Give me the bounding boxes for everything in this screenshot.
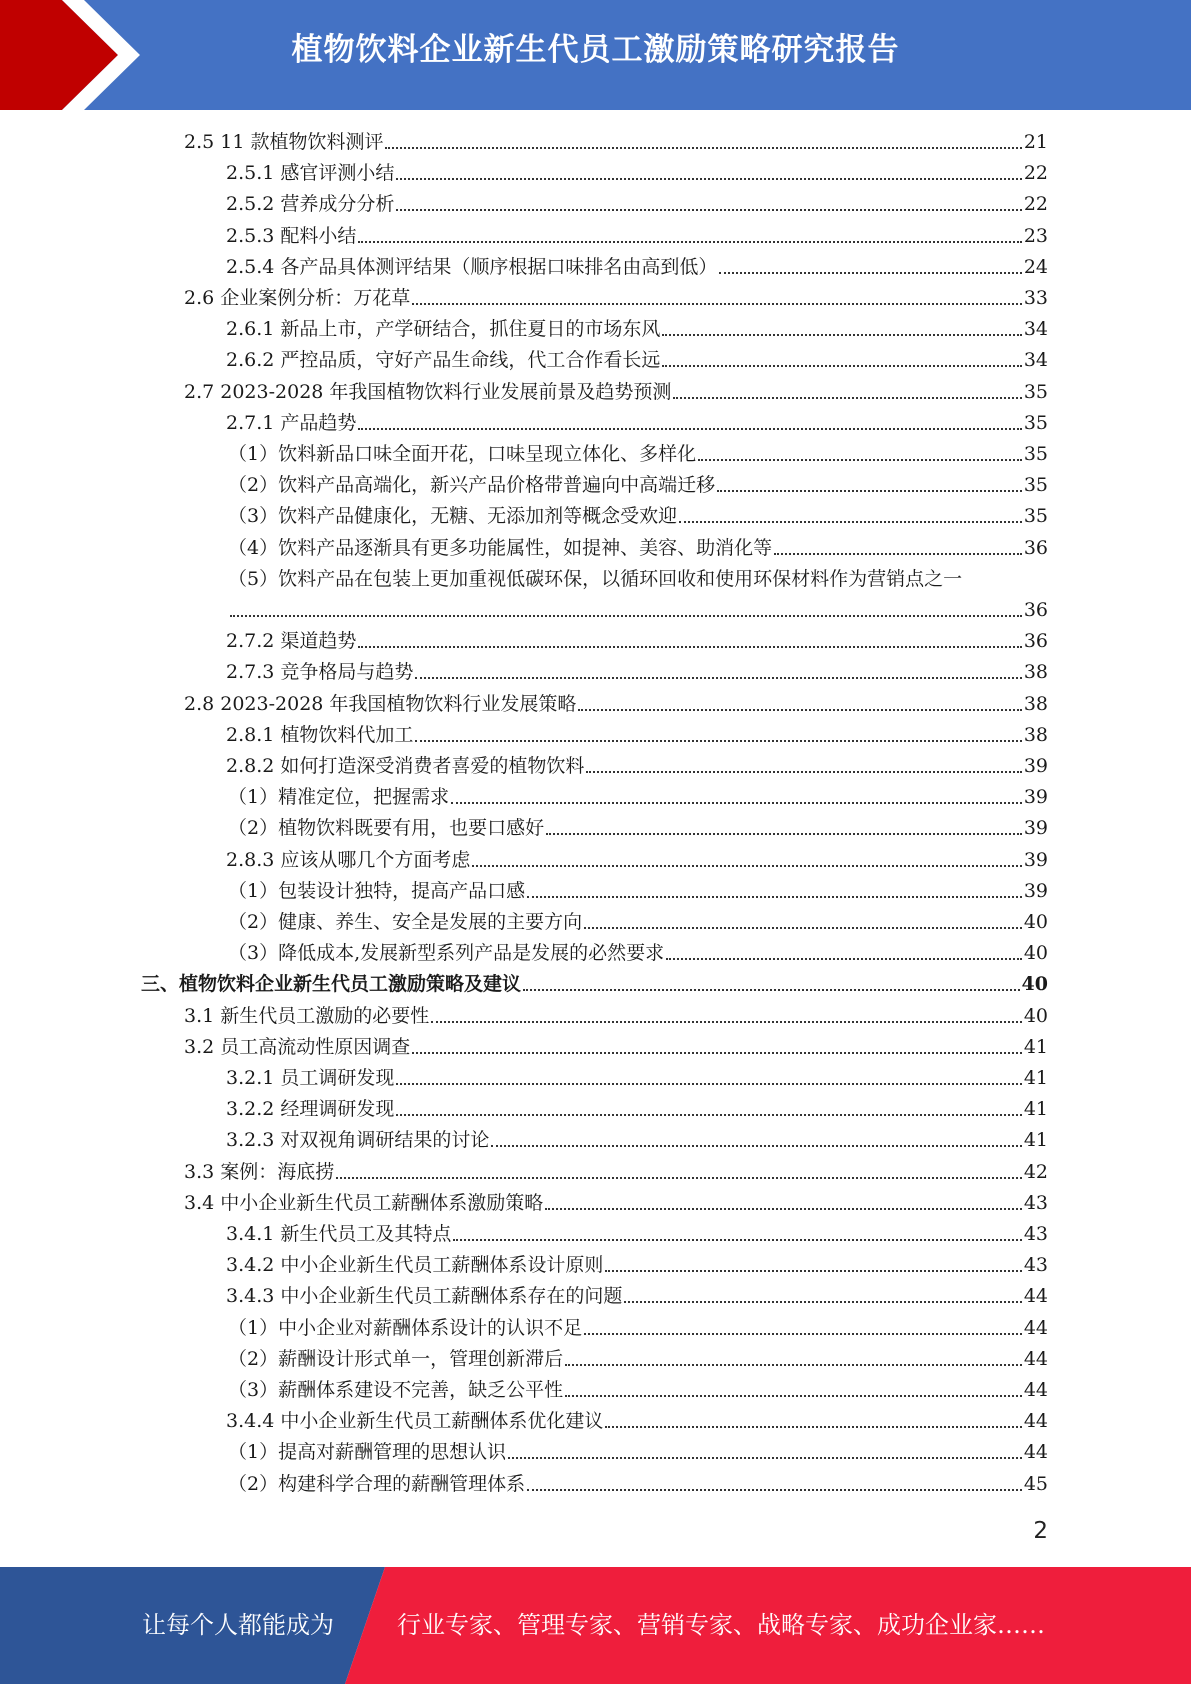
toc-entry[interactable] — [228, 470, 1048, 501]
toc-entry[interactable] — [228, 1469, 1048, 1500]
toc-entry[interactable] — [228, 813, 1048, 844]
toc-dot-leader — [412, 1051, 1022, 1054]
toc-dot-leader — [415, 739, 1021, 742]
toc-entry-page: 34 — [1023, 349, 1048, 372]
toc-dot-leader — [396, 1113, 1021, 1116]
toc-dot-leader — [385, 146, 1021, 149]
toc-dot-leader — [358, 240, 1021, 243]
toc-entry-title: 3.2.3 对双视角调研结果的讨论 — [226, 1129, 490, 1152]
toc-entry-page: 34 — [1023, 318, 1048, 341]
page-header — [0, 0, 1191, 110]
toc-entry-page: 44 — [1023, 1410, 1048, 1433]
toc-entry[interactable] — [226, 252, 1048, 283]
toc-dot-leader — [545, 1207, 1022, 1210]
toc-entry[interactable] — [184, 1001, 1048, 1032]
toc-entry[interactable] — [226, 1406, 1048, 1437]
toc-entry-title: 三、植物饮料企业新生代员工激励策略及建议 — [141, 973, 522, 996]
toc-dot-leader — [523, 988, 1020, 991]
toc-entry-page: 45 — [1023, 1472, 1048, 1495]
toc-entry-page: 35 — [1023, 474, 1048, 497]
toc-entry-title: （1）精准定位，把握需求 — [228, 786, 450, 809]
toc-entry-title: 2.8.2 如何打造深受消费者喜爱的植物饮料 — [226, 755, 585, 777]
toc-entry[interactable] — [228, 533, 1048, 564]
toc-entry[interactable] — [141, 969, 1048, 1000]
toc-dot-leader — [336, 1176, 1022, 1179]
toc-entry-title: 2.7.1 产品趋势 — [226, 411, 357, 434]
toc-entry[interactable] — [226, 345, 1048, 376]
header-arrow-decoration — [0, 0, 150, 110]
toc-entry-page: 43 — [1023, 1223, 1048, 1245]
toc-entry-page: 39 — [1023, 817, 1048, 840]
toc-entry-page: 22 — [1023, 193, 1048, 216]
toc-entry[interactable] — [226, 408, 1048, 439]
toc-entry[interactable] — [228, 876, 1048, 907]
toc-dot-leader — [396, 177, 1021, 180]
toc-entry[interactable] — [226, 1281, 1048, 1312]
toc-entry-page: 38 — [1023, 661, 1048, 684]
toc-entry-title: （1）饮料新品口味全面开花，口味呈现立体化、多样化 — [228, 443, 697, 465]
toc-entry-title: （3）饮料产品健康化，无糖、无添加剂等概念受欢迎 — [228, 505, 678, 528]
toc-entry-title: （1）提高对薪酬管理的思想认识 — [228, 1441, 507, 1464]
toc-dot-leader — [396, 208, 1021, 211]
toc-entry-page: 36 — [1023, 630, 1048, 653]
toc-dot-leader — [453, 1238, 1021, 1241]
report-title: 植物饮料企业新生代员工激励策略研究报告 — [291, 32, 900, 68]
toc-entry[interactable] — [184, 1157, 1048, 1188]
toc-entry-page: 43 — [1023, 1191, 1048, 1214]
toc-entry[interactable] — [228, 1375, 1048, 1406]
toc-entry-page: 33 — [1023, 287, 1048, 309]
toc-dot-leader — [508, 1456, 1022, 1459]
toc-dot-leader — [662, 364, 1021, 367]
toc-entry-page: 44 — [1023, 1285, 1048, 1308]
toc-entry-title: 3.4.2 中小企业新生代员工薪酬体系设计原则 — [226, 1254, 604, 1277]
toc-entry-title: 3.1 新生代员工激励的必要性 — [184, 1004, 430, 1027]
toc-dot-leader — [719, 271, 1021, 274]
toc-entry-title: （2）健康、养生、安全是发展的主要方向 — [228, 911, 583, 933]
toc-entry-title: 3.2.2 经理调研发现 — [226, 1098, 395, 1121]
toc-entry-title: 3.4.4 中小企业新生代员工薪酬体系优化建议 — [226, 1410, 604, 1433]
toc-entry-page: 44 — [1023, 1316, 1048, 1339]
toc-entry-title: （2）构建科学合理的薪酬管理体系 — [228, 1472, 526, 1495]
toc-entry[interactable] — [226, 720, 1048, 751]
toc-dot-leader — [472, 864, 1021, 867]
toc-dot-leader — [605, 1269, 1021, 1272]
toc-entry[interactable] — [226, 189, 1048, 220]
toc-dot-leader — [605, 1425, 1021, 1428]
toc-entry-page: 40 — [1023, 911, 1048, 933]
toc-entry-title: 2.8.1 植物饮料代加工 — [226, 723, 414, 746]
toc-dot-leader — [491, 1144, 1021, 1147]
toc-entry[interactable] — [226, 626, 1048, 657]
toc-entry-page: 39 — [1023, 786, 1048, 809]
toc-entry-title: （1）包装设计独特，提高产品口感 — [228, 879, 526, 902]
toc-entry-page: 44 — [1023, 1441, 1048, 1464]
toc-entry-title: （3）降低成本,发展新型系列产品是发展的必然要求 — [228, 942, 665, 965]
toc-entry[interactable] — [184, 1032, 1048, 1063]
toc-dot-leader — [431, 1020, 1022, 1023]
toc-dot-leader — [673, 396, 1021, 399]
toc-entry-page: 43 — [1023, 1254, 1048, 1277]
toc-entry-title: （3）薪酬体系建设不完善，缺乏公平性 — [228, 1379, 564, 1401]
toc-entry-page: 39 — [1023, 755, 1048, 777]
toc-entry[interactable] — [228, 501, 1048, 532]
toc-entry[interactable] — [226, 845, 1048, 876]
toc-entry-title: 3.2.1 员工调研发现 — [226, 1067, 395, 1089]
toc-entry-page: 42 — [1023, 1160, 1048, 1183]
toc-dot-leader — [358, 427, 1021, 430]
toc-dot-leader — [451, 801, 1022, 804]
toc-dot-leader — [717, 489, 1022, 492]
toc-entry[interactable] — [184, 283, 1048, 314]
toc-entry-title: 2.7.3 竞争格局与趋势 — [226, 661, 414, 684]
page-footer — [0, 1567, 1191, 1684]
toc-entry-page: 38 — [1023, 723, 1048, 746]
toc-dot-leader — [230, 614, 1022, 617]
toc-dot-leader — [415, 676, 1021, 679]
toc-entry[interactable] — [184, 127, 1048, 158]
toc-entry[interactable] — [226, 657, 1048, 688]
toc-entry[interactable] — [228, 1344, 1048, 1375]
toc-entry[interactable] — [228, 1437, 1048, 1468]
toc-entry-title: 2.5.1 感官评测小结 — [226, 162, 395, 185]
toc-entry[interactable] — [226, 751, 1048, 782]
toc-entry[interactable] — [228, 938, 1048, 969]
toc-entry[interactable] — [228, 439, 1048, 470]
toc-dot-leader — [586, 770, 1021, 773]
toc-entry-page: 24 — [1023, 255, 1048, 278]
toc-entry-title: 3.2 员工高流动性原因调查 — [184, 1035, 411, 1058]
footer-slogan-left: 让每个人都能成为 — [142, 1611, 334, 1639]
toc-entry-title: 2.6.1 新品上市，产学研结合，抓住夏日的市场东风 — [226, 318, 661, 341]
toc-entry-page: 35 — [1023, 443, 1048, 465]
toc-entry-page: 41 — [1023, 1098, 1048, 1121]
toc-entry-title: 2.5 11 款植物饮料测评 — [184, 131, 384, 153]
toc-entry-page: 40 — [1021, 973, 1048, 996]
toc-entry-title: 2.7 2023-2028 年我国植物饮料行业发展前景及趋势预测 — [184, 380, 672, 403]
toc-entry-page: 44 — [1023, 1379, 1048, 1401]
toc-entry-page: 36 — [1023, 599, 1048, 621]
toc-entry-page: 41 — [1023, 1067, 1048, 1089]
toc-dot-leader — [774, 552, 1022, 555]
toc-entry[interactable] — [226, 1063, 1048, 1094]
toc-entry[interactable] — [228, 595, 1048, 626]
toc-dot-leader — [624, 1300, 1021, 1303]
toc-dot-leader — [412, 302, 1022, 305]
toc-entry-page: 38 — [1023, 692, 1048, 715]
toc-entry-title: （2）薪酬设计形式单一，管理创新滞后 — [228, 1347, 564, 1370]
toc-entry-title: 2.8 2023-2028 年我国植物饮料行业发展策略 — [184, 692, 577, 715]
toc-entry-page: 35 — [1023, 505, 1048, 528]
toc-dot-leader — [666, 957, 1022, 960]
toc-entry-page: 23 — [1023, 224, 1048, 247]
toc-entry[interactable] — [228, 1313, 1048, 1344]
toc-entry-page: 40 — [1023, 1004, 1048, 1027]
toc-entry[interactable] — [228, 907, 1048, 938]
toc-entry-title: 2.6 企业案例分析：万花草 — [184, 287, 411, 309]
toc-entry-title: 2.5.3 配料小结 — [226, 224, 357, 247]
toc-dot-leader — [698, 458, 1022, 461]
toc-entry-title: 2.5.4 各产品具体测评结果（顺序根据口味排名由高到低） — [226, 255, 718, 278]
toc-entry-page: 44 — [1023, 1347, 1048, 1370]
toc-dot-leader — [679, 520, 1022, 523]
toc-entry-title: （1）中小企业对薪酬体系设计的认识不足 — [228, 1316, 583, 1339]
toc-dot-leader — [565, 1363, 1022, 1366]
toc-entry-title: （2）饮料产品高端化，新兴产品价格带普遍向中高端迁移 — [228, 474, 716, 497]
toc-entry[interactable] — [226, 158, 1048, 189]
toc-entry-title: 3.3 案例：海底捞 — [184, 1160, 335, 1183]
toc-dot-leader — [546, 832, 1022, 835]
toc-entry-page: 41 — [1023, 1035, 1048, 1058]
toc-dot-leader — [584, 1332, 1022, 1335]
toc-dot-leader — [584, 926, 1022, 929]
toc-dot-leader — [662, 333, 1021, 336]
toc-entry[interactable] — [226, 1250, 1048, 1281]
toc-entry-title: 3.4.3 中小企业新生代员工薪酬体系存在的问题 — [226, 1285, 623, 1308]
toc-entry-page: 36 — [1023, 536, 1048, 559]
toc-entry-title: 3.4.1 新生代员工及其特点 — [226, 1223, 452, 1245]
toc-entry-page: 22 — [1023, 162, 1048, 185]
toc-dot-leader — [578, 708, 1021, 711]
toc-entry[interactable] — [226, 1094, 1048, 1125]
toc-entry-page: 39 — [1023, 848, 1048, 871]
toc-entry-title: 2.6.2 严控品质，守好产品生命线，代工合作看长远 — [226, 349, 661, 372]
toc-entry-page: 35 — [1023, 380, 1048, 403]
toc-dot-leader — [527, 1488, 1022, 1491]
toc-entry[interactable] — [226, 314, 1048, 345]
toc-entry-page: 21 — [1023, 131, 1048, 153]
toc-entry-page: 35 — [1023, 411, 1048, 434]
toc-entry[interactable] — [184, 689, 1048, 720]
toc-entry-page: 40 — [1023, 942, 1048, 965]
toc-entry[interactable] — [228, 782, 1048, 813]
toc-entry-title: 2.7.2 渠道趋势 — [226, 630, 357, 653]
toc-dot-leader — [527, 895, 1022, 898]
toc-entry-title: 2.8.3 应该从哪几个方面考虑 — [226, 848, 471, 871]
toc-entry-title: 2.5.2 营养成分分析 — [226, 193, 395, 216]
toc-entry[interactable] — [184, 1188, 1048, 1219]
toc-dot-leader — [565, 1394, 1022, 1397]
toc-entry-title: （2）植物饮料既要有用，也要口感好 — [228, 817, 545, 840]
toc-entry-title: 3.4 中小企业新生代员工薪酬体系激励策略 — [184, 1191, 544, 1214]
toc-entry[interactable] — [226, 1219, 1048, 1250]
toc-entry-page: 39 — [1023, 879, 1048, 902]
toc-entry[interactable] — [226, 1125, 1048, 1156]
toc-entry[interactable] — [226, 221, 1048, 252]
toc-entry[interactable] — [228, 564, 1048, 595]
toc-entry-page: 41 — [1023, 1129, 1048, 1152]
toc-dot-leader — [396, 1082, 1021, 1085]
toc-entry-title: （4）饮料产品逐渐具有更多功能属性，如提神、美容、助消化等 — [228, 536, 773, 559]
footer-slogan-right: 行业专家、管理专家、营销专家、战略专家、成功企业家…… — [397, 1611, 1045, 1639]
toc-entry[interactable] — [184, 377, 1048, 408]
toc-entry-title: （5）饮料产品在包装上更加重视低碳环保，以循环回收和使用环保材料作为营销点之一 — [228, 567, 963, 590]
toc-dot-leader — [358, 645, 1021, 648]
page-number: 2 — [1033, 1518, 1048, 1544]
